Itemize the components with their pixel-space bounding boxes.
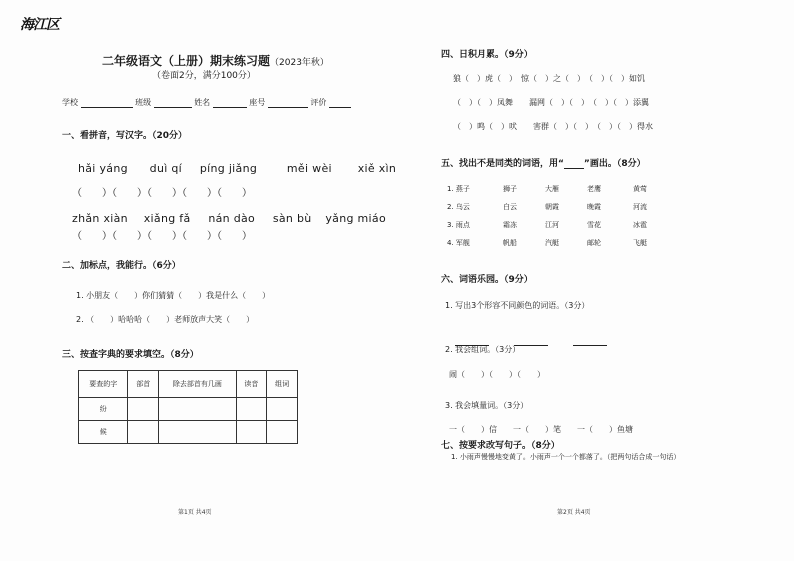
section2-heading: 二、加标点，我能行。（6分） [62,261,181,271]
pinyin-row-1 [78,162,396,175]
word-building-line[interactable]: 闹（ ）（ ）（ ） [449,370,545,379]
pinyin-word: xiǎng fǎ [143,212,191,225]
answer-blank[interactable] [573,344,607,346]
list-item[interactable]: 河流 [633,203,647,211]
list-item[interactable]: 1. 燕子 [447,185,470,193]
punctuation-line-1[interactable]: 1. 小朋友（ ）你们猜猜（ ）我是什么（ ） [76,291,271,300]
list-item[interactable]: 晚霞 [587,203,601,211]
score-label: 评价 [310,98,327,107]
table-cell-blank[interactable] [128,398,159,421]
punctuation-line-2[interactable]: 2. （ ）哈哈哈（ ）老师放声大笑（ ） [76,315,255,324]
pinyin-word: yǎng miáo [325,212,386,225]
table-cell-blank[interactable] [267,421,298,444]
list-item[interactable]: 帆船 [503,239,517,247]
table-cell-blank[interactable] [236,421,267,444]
table-row [79,398,298,421]
dictionary-table [78,370,298,444]
page-footer-left: 第1页 共4页 [178,509,212,516]
question-6-1: 1. 写出3个形容不同颜色的词语。（3分） [445,301,590,310]
school-field[interactable] [81,107,133,108]
class-label: 班级 [135,98,152,107]
table-cell: 候 [79,421,128,444]
list-item[interactable]: 江河 [545,221,559,229]
class-field[interactable] [154,107,192,108]
list-item[interactable]: 飞艇 [633,239,647,247]
list-item[interactable]: 邮轮 [587,239,601,247]
list-item[interactable]: 大雁 [545,185,559,193]
table-header: 组词 [267,371,298,398]
underline-sample [564,168,584,169]
question-7-1: 1. 小雨声慢慢地变黄了。小雨声一个一个都落了。（把两句话合成一句话） [451,453,681,461]
table-header: 除去部首有几画 [159,371,236,398]
section5-heading-pre: 五、找出不是同类的词语，用“ [441,159,564,169]
school-label: 学校 [62,98,78,107]
question-6-2: 2. 我会组词。（3分） [445,345,521,354]
table-header: 读音 [236,371,267,398]
seat-label: 座号 [249,98,266,107]
name-label: 姓名 [194,98,211,107]
section7-heading: 七、按要求改写句子。（8分） [441,441,560,451]
page-footer-right: 第2页 共4页 [557,509,591,516]
list-item[interactable]: 3. 雨点 [447,221,470,229]
idiom-line-2[interactable]: （ ）（ ）凤舞 漏网（ ）（ ） （ ）（ ）添翼 [453,98,649,107]
list-item[interactable]: 4. 军舰 [447,239,470,247]
section4-heading: 四、日积月累。（9分） [441,50,533,60]
exam-page-right [397,0,794,561]
section6-heading: 六、词语乐园。（9分） [441,275,533,285]
pinyin-word: sàn bù [272,212,312,225]
table-cell-blank[interactable] [267,398,298,421]
exam-year: （2023年秋） [270,58,329,68]
list-item[interactable]: 朝霞 [545,203,559,211]
score-field[interactable] [329,107,351,108]
seat-field[interactable] [268,107,308,108]
list-item[interactable]: 冰雹 [633,221,647,229]
pinyin-word: nán dào [208,212,256,225]
exam-title-block [102,50,329,69]
table-header: 部首 [128,371,159,398]
idiom-line-3[interactable]: （ ）鸣（ ）吠 害群（ ）（ ） （ ）（ ）得水 [453,122,653,131]
list-item[interactable]: 雪花 [587,221,601,229]
list-item[interactable]: 霜冻 [503,221,517,229]
student-info-row [62,97,351,108]
pinyin-word: zhǎn xiàn [72,212,128,225]
answer-row-1[interactable]: （ ）（ ）（ ）（ ）（ ） [72,188,252,199]
name-field[interactable] [213,107,247,108]
odd-word-grid [447,184,747,264]
list-item[interactable]: 老鹰 [587,185,601,193]
list-item[interactable]: 狮子 [503,185,517,193]
list-item[interactable]: 黄莺 [633,185,647,193]
pinyin-word: píng jiǎng [199,162,258,175]
table-cell-blank[interactable] [159,421,236,444]
answer-row-2[interactable]: （ ）（ ）（ ）（ ）（ ） [72,231,252,242]
section1-heading: 一、看拼音，写汉字。（20分） [62,131,188,141]
table-cell-blank[interactable] [159,398,236,421]
list-item[interactable]: 白云 [503,203,517,211]
table-header: 要查的字 [79,371,128,398]
list-item[interactable]: 2. 乌云 [447,203,470,211]
exam-title: 二年级语文（上册）期末练习题 [102,54,271,68]
table-cell: 纷 [79,398,128,421]
idiom-line-1[interactable]: 狼（ ）虎（ ） 惊（ ）之（ ） （ ）（ ）如饥 [453,74,645,83]
list-item[interactable]: 汽艇 [545,239,559,247]
question-6-3: 3. 我会填量词。（3分） [445,401,529,410]
measure-word-line[interactable]: 一（ ）信 一（ ）笔 一（ ）鱼塘 [449,425,633,434]
table-header-row [79,371,298,398]
table-row [79,421,298,444]
pinyin-word: hǎi yáng [78,162,128,175]
table-cell-blank[interactable] [128,421,159,444]
exam-subtitle: （卷面2分，满分100分） [152,71,256,81]
pinyin-word: duì qí [149,162,183,175]
pinyin-row-2 [72,212,386,225]
section3-heading: 三、按查字典的要求填空。（8分） [62,350,199,360]
pinyin-word: xiě xìn [357,162,397,175]
school-logo: 海江区 [20,17,59,33]
section5-heading [441,156,646,169]
pinyin-word: měi wèi [286,162,332,175]
table-cell-blank[interactable] [236,398,267,421]
section5-heading-post: ”画出。（8分） [583,159,646,169]
